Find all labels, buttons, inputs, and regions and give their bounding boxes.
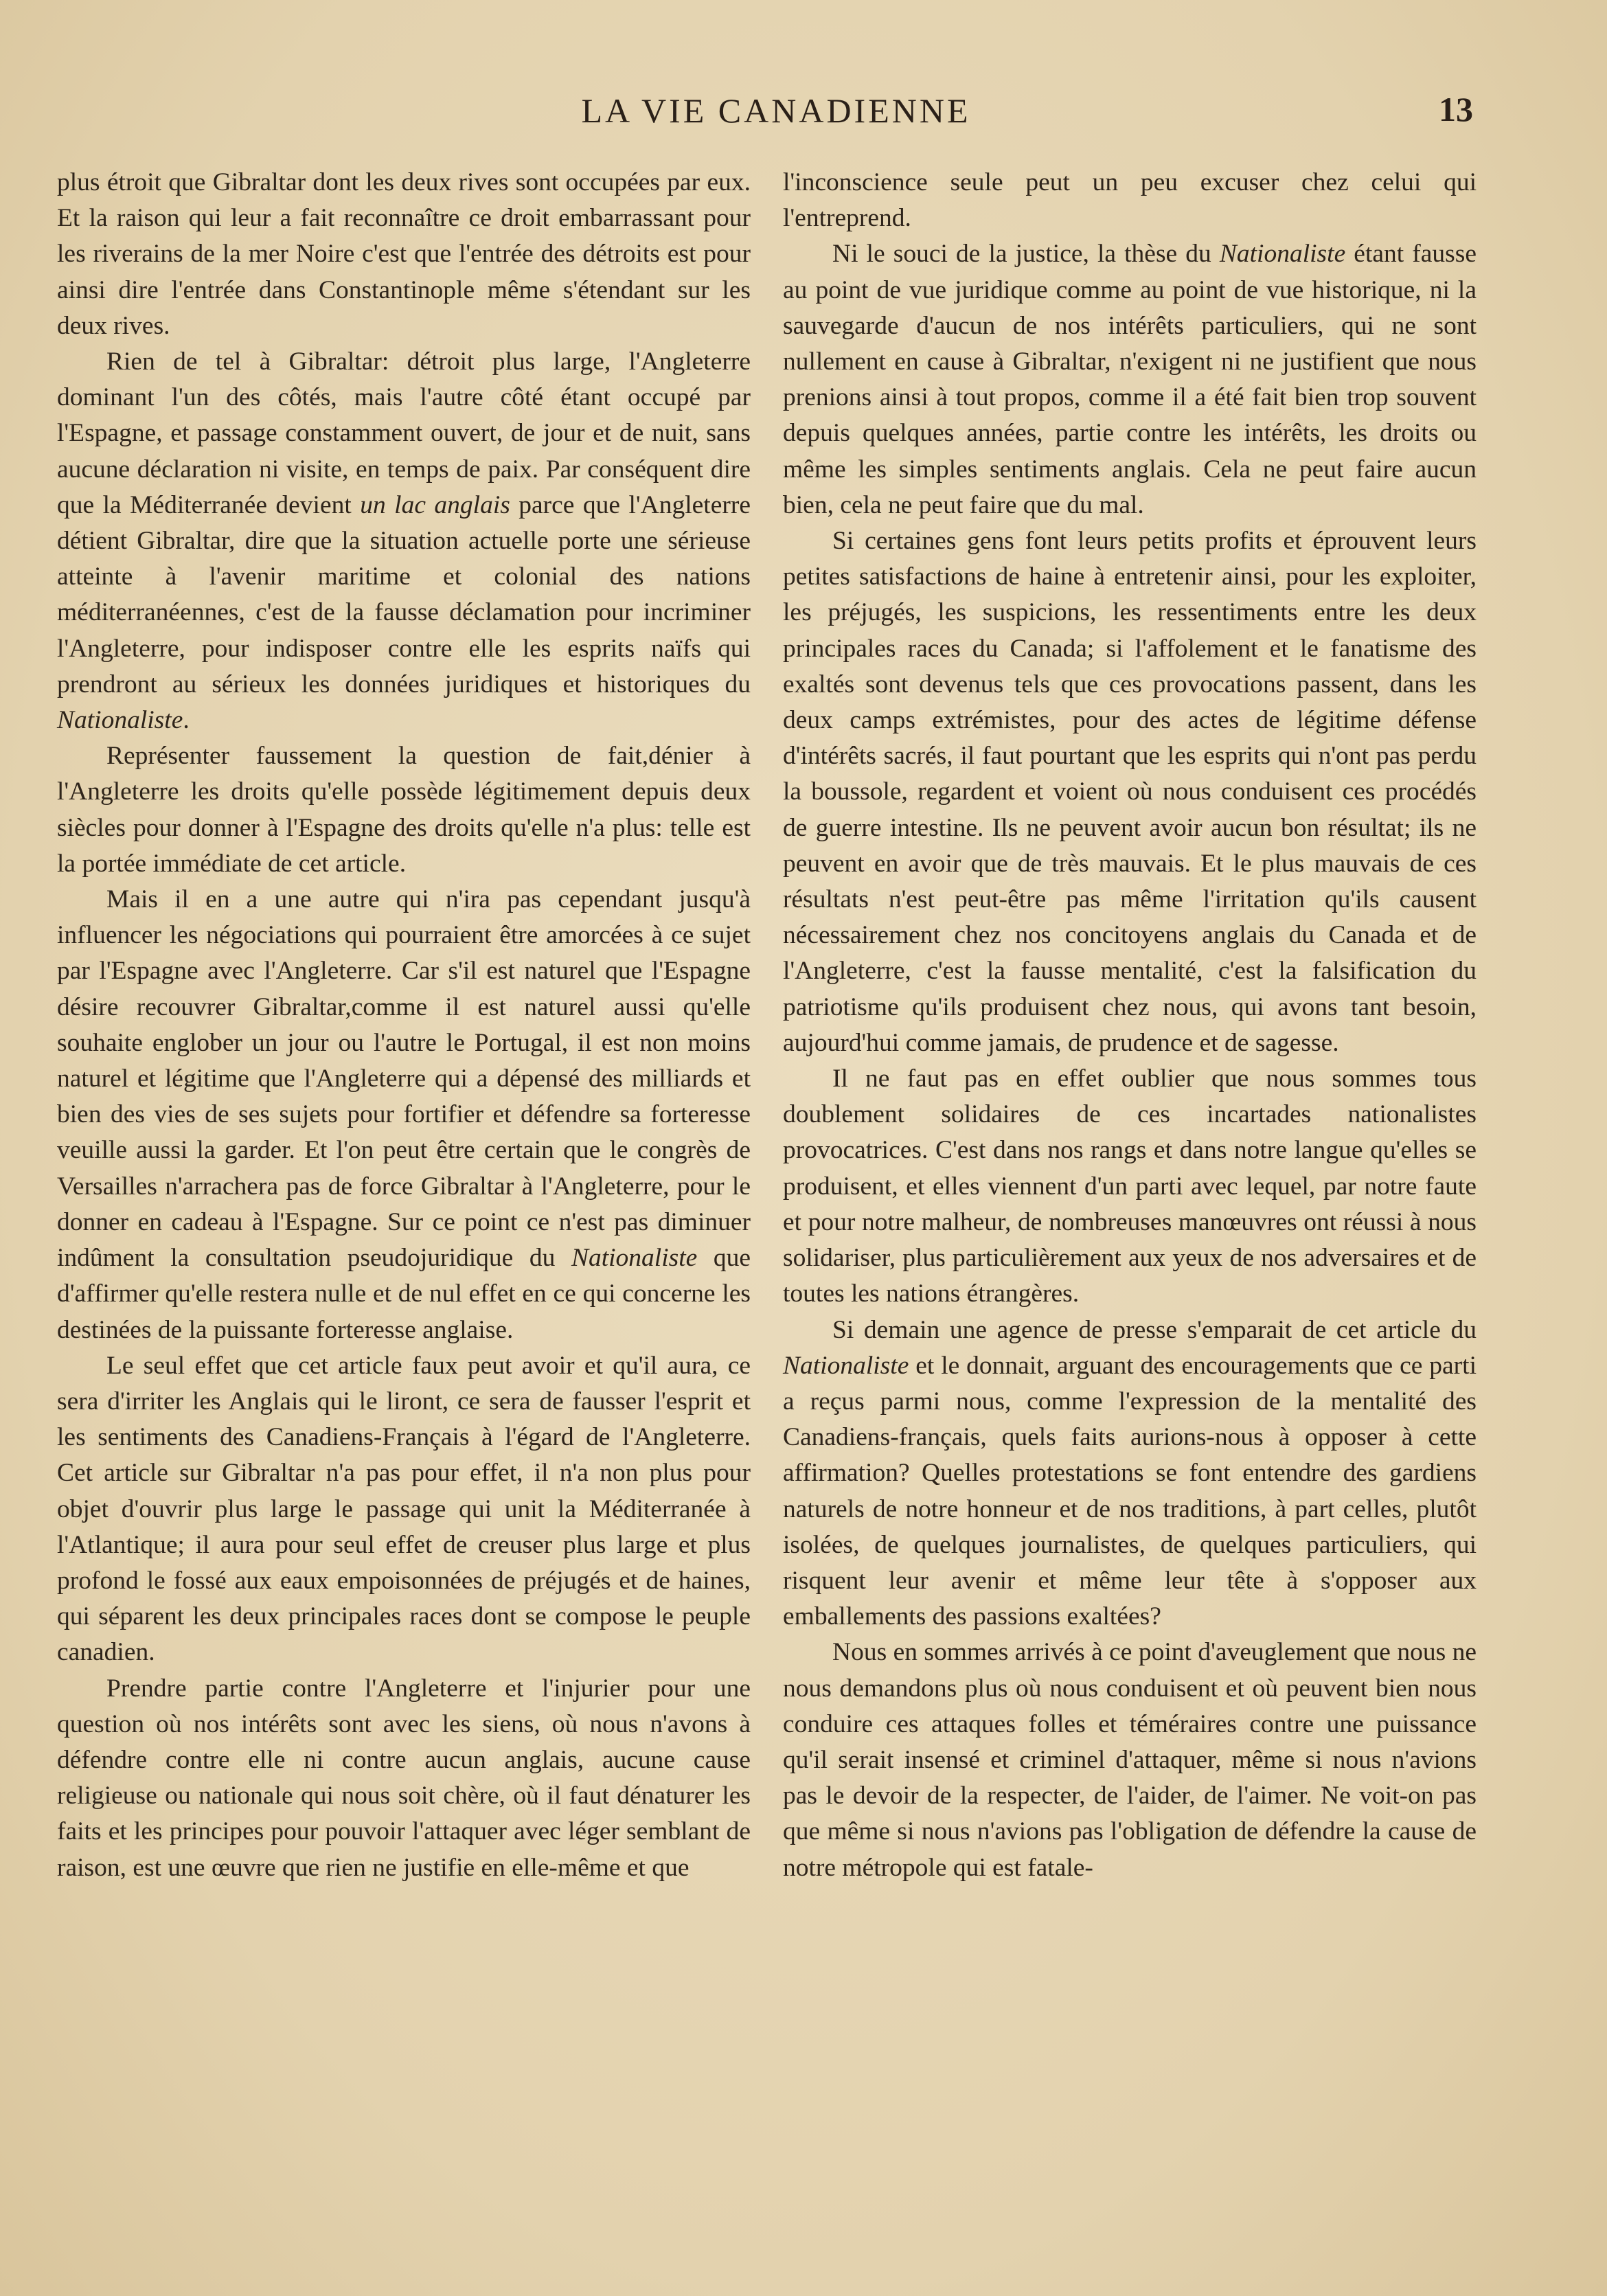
paragraph: Le seul effet que cet article faux peut avoir et qu'il aura, ce sera d'irriter les Anglais qui le liront, ce sera de fausser l'esprit et les sentiments des Canadiens-Français à l'égard de l'Angleterre. Cet article sur Gibraltar n'a pas pour effet, il n'a non plus pour objet d'ouvrir plus large le passage qui unit la Méditerranée à l'Atlantique; il aura pour seul effet de creuser plus large et plus profond le fossé aux eaux empoisonnées de préjugés et de haines, qui séparent les deux principales races dont se compose le peuple canadien. (57, 1351, 751, 1667)
left-column (57, 165, 751, 1886)
paragraph: Rien de tel à Gibraltar: détroit plus large, l'Angleterre dominant l'un des côtés, mais l'autre côté étant occupé par l'Espagne, et passage constamment ouvert, de jour et de nuit, sans aucune déclaration ni visite, en temps de paix. Par conséquent dire que la Méditerranée devient un lac anglais parce que l'Angleterre détient Gibraltar, dire que la situation actuelle porte une sérieuse atteinte à l'avenir maritime et colonial des nations méditerranéennes, c'est de la fausse déclamation pour incriminer l'Angleterre, pour indisposer contre elle les esprits naïfs qui prendront au sérieux les données juridiques et historiques du Nationaliste. (57, 348, 751, 735)
italic-term: un lac anglais (360, 490, 510, 519)
paragraph: Mais il en a une autre qui n'ira pas cependant jusqu'à influencer les négociations qui pourraient être amorcées à ce sujet par l'Espagne avec l'Angleterre. Car s'il est naturel que l'Espagne désire recouvrer Gibraltar,comme il est naturel aussi qu'elle souhaite englober un jour ou l'autre le Portugal, il est non moins naturel et légitime que l'Angleterre qui a dépensé des milliards et bien des vies de ses sujets pour fortifier et défendre sa forteresse veuille aussi la garder. Et l'on peut être certain que le congrès de Versailles n'arrachera pas de force Gibraltar à l'Angleterre, pour le donner en cadeau à l'Espagne. Sur ce point ce n'est pas diminuer indûment la consultation pseudojuridique du Nationaliste que d'affirmer qu'elle restera nulle et de nul effet en ce qui concerne les destinées de la puissante forteresse anglaise. (57, 885, 751, 1344)
paragraph: Il ne faut pas en effet oublier que nous sommes tous doublement solidaires de ces incartades nationalistes provocatrices. C'est dans nos rangs et dans notre langue qu'elles se produisent, et elles viennent d'un parti avec lequel, par notre faute et pour notre malheur, de nombreuses manœuvres ont réussi à nous solidariser, plus particulièrement aux yeux de nos adversaires et de toutes les nations étrangères. (783, 1065, 1477, 1308)
italic-term: Nationaliste (1219, 240, 1346, 269)
paragraph: plus étroit que Gibraltar dont les deux rives sont occupées par eux. Et la raison qui leur a fait reconnaître ce droit embarrassant pour les riverains de la mer Noire c'est que l'entrée des détroits est pour ainsi dire l'entrée dans Constantinople même s'étendant sur les deux rives. (57, 168, 751, 340)
paragraph: Nous en sommes arrivés à ce point d'aveuglement que nous ne nous demandons plus où nous conduisent et où peuvent bien nous conduire ces attaques folles et téméraires contre une puissance qu'il serait insensé et criminel d'attaquer, même si nous n'avions pas le devoir de la respecter, de l'aider, de l'aimer. Ne voit-on pas que même si nous n'avions pas l'obligation de défendre la cause de notre métropole qui est fatale- (783, 1638, 1477, 1882)
running-header (48, 84, 1504, 139)
paragraph: Si demain une agence de presse s'emparait de cet article du Nationaliste et le donnait, arguant des encouragements que ce parti a reçus parmi nous, comme l'expression de la mentalité des Canadiens-français, quels faits aurions-nous à opposer à cette affirmation? Quelles protestations se font entendre des gardiens naturels de notre honneur et de nos traditions, à part celles, plutôt isolées, de quelques journalistes, de quelques particuliers, qui risquent leur avenir et même leur tête à s'opposer aux emballements des passions exaltées? (783, 1315, 1477, 1631)
italic-term: Nationaliste (57, 706, 183, 735)
paragraph: Ni le souci de la justice, la thèse du Nationaliste étant fausse au point de vue juridique comme au point de vue historique, ni la sauvegarde d'aucun de nos intérêts particuliers, qui ne sont nullement en cause à Gibraltar, n'exigent ni ne justifient que nous prenions ainsi à tout propos, comme il a été fait bien trop souvent depuis quelques années, partie contre les intérêts, les droits ou même les simples sentiments anglais. Cela ne peut faire aucun bien, cela ne peut faire que du mal. (783, 240, 1477, 519)
italic-term: Nationaliste (783, 1351, 909, 1380)
paragraph: l'inconscience seule peut un peu excuser chez celui qui l'entreprend. (783, 168, 1477, 233)
paragraph: Prendre partie contre l'Angleterre et l'injurier pour une question où nos intérêts sont avec les siens, où nous n'avons à défendre contre elle ni contre aucun anglais, aucune cause religieuse ou nationale qui nous soit chère, où il faut dénaturer les faits et les principes pour pouvoir l'attaquer avec léger semblant de raison, est une œuvre que rien ne justifie en elle-même et que (57, 1674, 751, 1882)
paragraph: Représenter faussement la question de fait,dénier à l'Angleterre les droits qu'elle possède légitimement depuis deux siècles pour donner à l'Espagne des droits qu'elle n'a plus: telle est la portée immédiate de cet article. (57, 742, 751, 878)
running-title: LA VIE CANADIENNE (581, 91, 971, 130)
paragraph: Si certaines gens font leurs petits profits et éprouvent leurs petites satisfactions de haine à entretenir ainsi, pour les exploiter, les préjugés, les suspicions, les ressentiments entre les deux principales races du Canada; si l'affolement et le fanatisme des exaltés sont devenus tels que ces provocations passent, dans les deux camps extrémistes, pour des actes de légitime défense d'intérêts sacrés, il faut pourtant que les esprits qui n'ont pas perdu la boussole, regardent et voient où nous conduisent ces procédés de guerre intestine. Ils ne peuvent avoir aucun bon résultat; ils ne peuvent en avoir que de très mauvais. Et le plus mauvais de ces résultats n'est peut-être pas même l'irritation qu'ils causent nécessairement chez nos concitoyens anglais du Canada et de l'Angleterre, c'est la fausse mentalité, c'est la falsification du patriotisme qu'ils produisent chez nous, qui avons tant besoin, aujourd'hui comme jamais, de prudence et de sagesse. (783, 527, 1477, 1057)
right-column (783, 165, 1477, 1886)
page-number: 13 (1439, 90, 1473, 128)
italic-term: Nationaliste (571, 1244, 698, 1273)
